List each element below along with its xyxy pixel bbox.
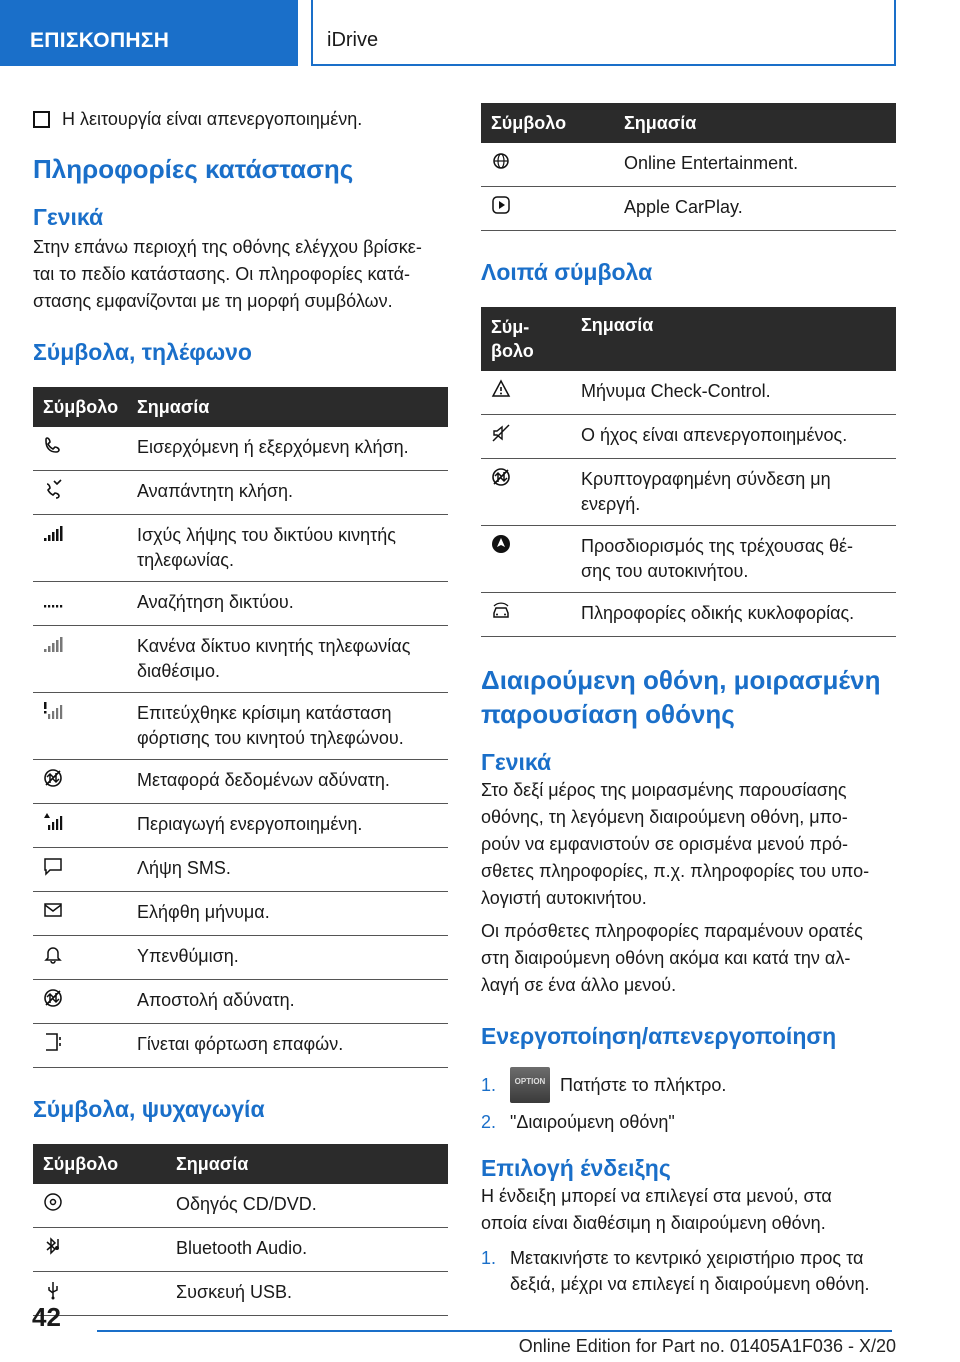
- select-display-heading: Επιλογή ένδειξης: [481, 1155, 671, 1181]
- meaning-column-header: Σημασία: [624, 103, 896, 143]
- meaning-cell: Αναζήτηση δικτύου.: [137, 582, 448, 626]
- meaning-cell: Ο ήχος είναι απενεργοποιημένος.: [581, 415, 896, 459]
- meaning-cell: Υπενθύμιση.: [137, 936, 448, 980]
- symbol-cell: [33, 1024, 137, 1068]
- disabled-note: [33, 109, 448, 130]
- meaning-cell: Οδηγός CD/DVD.: [176, 1184, 448, 1228]
- table-row: [481, 526, 896, 593]
- step-number: 2.: [481, 1112, 497, 1132]
- table-row: [481, 187, 896, 231]
- symbol-column-header: Σύμβολο: [33, 387, 137, 427]
- toggle-heading: Ενεργοποίηση/απενεργοποίηση: [481, 1023, 837, 1049]
- symbol-cell: [481, 371, 581, 415]
- step-text: Πατήστε το πλήκτρο.: [560, 1075, 727, 1095]
- footer-divider: [97, 1330, 892, 1332]
- symbol-cell: [33, 471, 137, 515]
- symbol-column-header: Σύμβολο: [481, 103, 624, 143]
- symbol-cell: [481, 459, 581, 526]
- toggle-steps: [481, 1067, 896, 1135]
- symbol-cell: [481, 143, 624, 187]
- meaning-cell: Ελήφθη μήνυμα.: [137, 892, 448, 936]
- sms-icon: [43, 856, 63, 876]
- status-heading: Πληροφορίες κατάστασης: [33, 154, 354, 184]
- page-number: 42: [32, 1302, 61, 1332]
- signal-strength-icon: [43, 523, 63, 543]
- meaning-column-header: Σημασία: [176, 1144, 448, 1184]
- meaning-cell: Πληροφορίες οδικής κυκλοφορίας.: [581, 593, 896, 637]
- table-row: [481, 593, 896, 637]
- section-tab[interactable]: [0, 0, 298, 66]
- missed-call-icon: [43, 479, 63, 499]
- roaming-icon: [43, 812, 63, 832]
- phone-symbols-table: [33, 387, 448, 1068]
- meaning-column-header: Σημασία: [581, 307, 896, 371]
- other-symbols-table: [481, 307, 896, 637]
- section-title: ΕΠΙΣΚΟΠΗΣΗ: [30, 29, 170, 52]
- note-text: Η λειτουργία είναι απενεργοποιημένη.: [62, 109, 363, 129]
- meaning-cell: Ισχύς λήψης του δικτύου κινητής τηλεφωνίας.: [137, 515, 448, 582]
- symbol-cell: [481, 593, 581, 637]
- send-blocked-icon: [43, 988, 63, 1008]
- table-row: [481, 143, 896, 187]
- table-row: [33, 582, 448, 626]
- warning-triangle-icon: [491, 379, 511, 399]
- step-text: Μετακινήστε το κεντρικό χειριστήριο προς τα δεξιά, μέχρι να επιλεγεί η διαιρούμενη οθόνη.: [510, 1248, 870, 1294]
- meaning-cell: Επιτεύχθηκε κρίσιμη κατάσταση φόρτισης του κινητού τηλεφώνου.: [137, 693, 448, 760]
- symbol-cell: [33, 760, 137, 804]
- symbol-cell: [33, 693, 137, 760]
- meaning-cell: Γίνεται φόρτωση επαφών.: [137, 1024, 448, 1068]
- meaning-cell: Online Entertainment.: [624, 143, 896, 187]
- symbol-cell: [33, 582, 137, 626]
- symbol-cell: [481, 526, 581, 593]
- contacts-loading-icon: [43, 1032, 63, 1052]
- left-column: [33, 95, 448, 1316]
- bluetooth-audio-icon: [43, 1236, 63, 1256]
- data-blocked-icon: [43, 768, 63, 788]
- traffic-info-icon: [491, 601, 511, 621]
- table-row: [481, 459, 896, 526]
- split-screen-heading: Διαιρούμενη οθόνη, μοιρασμένη παρουσίαση οθόνης: [481, 665, 881, 729]
- right-column: [481, 103, 896, 1297]
- table-row: [33, 936, 448, 980]
- entertainment-symbols-heading: Σύμβολα, ψυχαγωγία: [33, 1096, 265, 1122]
- table-row: [33, 515, 448, 582]
- phone-call-icon: [43, 435, 63, 455]
- general-heading: Γενικά: [33, 204, 104, 230]
- symbol-column-header: Σύμ- βολο: [481, 307, 581, 371]
- edition-text: Online Edition for Part no. 01405A1F036 - X/20: [518, 1336, 896, 1356]
- usb-icon: [43, 1280, 63, 1300]
- meaning-cell: Προσδιορισμός της τρέχουσας θέ- σης του αυτοκινήτου.: [581, 526, 896, 593]
- meaning-cell: Αναπάντητη κλήση.: [137, 471, 448, 515]
- carplay-icon: [491, 195, 511, 215]
- entertainment-symbols-table: [33, 1144, 448, 1316]
- meaning-cell: Apple CarPlay.: [624, 187, 896, 231]
- other-symbols-heading: Λοιπά σύμβολα: [481, 259, 653, 285]
- meaning-cell: Συσκευή USB.: [176, 1272, 448, 1316]
- table-row: [33, 980, 448, 1024]
- option-button-icon: OPTION: [510, 1067, 550, 1103]
- no-network-icon: [43, 634, 63, 654]
- network-search-icon: [43, 590, 63, 610]
- reminder-bell-icon: [43, 944, 63, 964]
- meaning-cell: Εισερχόμενη ή εξερχόμενη κλήση.: [137, 427, 448, 471]
- encrypted-off-icon: [491, 467, 511, 487]
- step-text: "Διαιρούμενη οθόνη": [510, 1112, 675, 1132]
- table-row: [33, 427, 448, 471]
- step-1: [481, 1067, 896, 1103]
- location-icon: [491, 534, 511, 554]
- table-row: [33, 1184, 448, 1228]
- meaning-cell: Αποστολή αδύνατη.: [137, 980, 448, 1024]
- meaning-cell: Λήψη SMS.: [137, 848, 448, 892]
- meaning-cell: Κανένα δίκτυο κινητής τηλεφωνίας διαθέσιμο.: [137, 626, 448, 693]
- meaning-column-header: Σημασία: [137, 387, 448, 427]
- checkbox-icon: [33, 111, 50, 128]
- table-row: [33, 626, 448, 693]
- online-symbols-table: [481, 103, 896, 231]
- meaning-cell: Κρυπτογραφημένη σύνδεση μη ενεργή.: [581, 459, 896, 526]
- table-row: [33, 804, 448, 848]
- mute-icon: [491, 423, 511, 443]
- step-number: 1.: [481, 1248, 497, 1268]
- symbol-cell: [33, 936, 137, 980]
- meaning-cell: Bluetooth Audio.: [176, 1228, 448, 1272]
- general-heading: Γενικά: [481, 749, 552, 775]
- table-row: [33, 760, 448, 804]
- table-row: [33, 892, 448, 936]
- symbol-cell: [33, 980, 137, 1024]
- symbol-cell: [33, 427, 137, 471]
- split-paragraph-1: Στο δεξί μέρος της μοιρασμένης παρουσίασης οθόνης, τη λεγόμενη διαιρούμενη οθόνη, μπο- ρούν να εμφανιστούν σε ορισμένα μενού πρό- σθετες πληροφορίες, π.χ. πληροφορίες του υπο- λογιστή αυτοκινήτου.: [481, 780, 870, 908]
- general-paragraph: Στην επάνω περιοχή της οθόνης ελέγχου βρίσκε- ται το πεδίο κατάστασης. Οι πληροφορίες κατά- στασης εμφανίζονται με τη μορφή συμβόλων.: [33, 237, 422, 311]
- phone-symbols-heading: Σύμβολα, τηλέφωνο: [33, 339, 252, 365]
- symbol-cell: [481, 187, 624, 231]
- table-row: [33, 693, 448, 760]
- meaning-cell: Περιαγωγή ενεργοποιημένη.: [137, 804, 448, 848]
- table-row: [33, 1228, 448, 1272]
- online-entertainment-icon: [491, 151, 511, 171]
- table-row: [481, 371, 896, 415]
- symbol-cell: [33, 626, 137, 693]
- table-row: [33, 1024, 448, 1068]
- symbol-cell: [33, 1184, 176, 1228]
- step-2: [481, 1109, 896, 1135]
- battery-critical-icon: [43, 701, 63, 721]
- email-icon: [43, 900, 63, 920]
- split-paragraph-2: Οι πρόσθετες πληροφορίες παραμένουν ορατές στη διαιρούμενη οθόνη ακόμα και κατά την αλ- λαγή σε ένα άλλο μενού.: [481, 921, 863, 995]
- meaning-cell: Μεταφορά δεδομένων αδύνατη.: [137, 760, 448, 804]
- select-steps: [481, 1245, 896, 1297]
- symbol-column-header: Σύμβολο: [33, 1144, 176, 1184]
- chapter-tab[interactable]: [311, 0, 896, 66]
- table-row: [33, 848, 448, 892]
- step-number: 1.: [481, 1075, 497, 1095]
- symbol-cell: [33, 515, 137, 582]
- table-row: [33, 1272, 448, 1316]
- step-1: [481, 1245, 896, 1297]
- symbol-cell: [33, 804, 137, 848]
- symbol-cell: [33, 1228, 176, 1272]
- select-paragraph: Η ένδειξη μπορεί να επιλεγεί στα μενού, στα οποία είναι διαθέσιμη η διαιρούμενη οθόνη.: [481, 1186, 832, 1233]
- table-row: [481, 415, 896, 459]
- symbol-cell: [481, 415, 581, 459]
- table-row: [33, 471, 448, 515]
- symbol-cell: [33, 892, 137, 936]
- cd-dvd-icon: [43, 1192, 63, 1212]
- symbol-cell: [33, 848, 137, 892]
- meaning-cell: Μήνυμα Check-Control.: [581, 371, 896, 415]
- chapter-title: iDrive: [327, 29, 379, 51]
